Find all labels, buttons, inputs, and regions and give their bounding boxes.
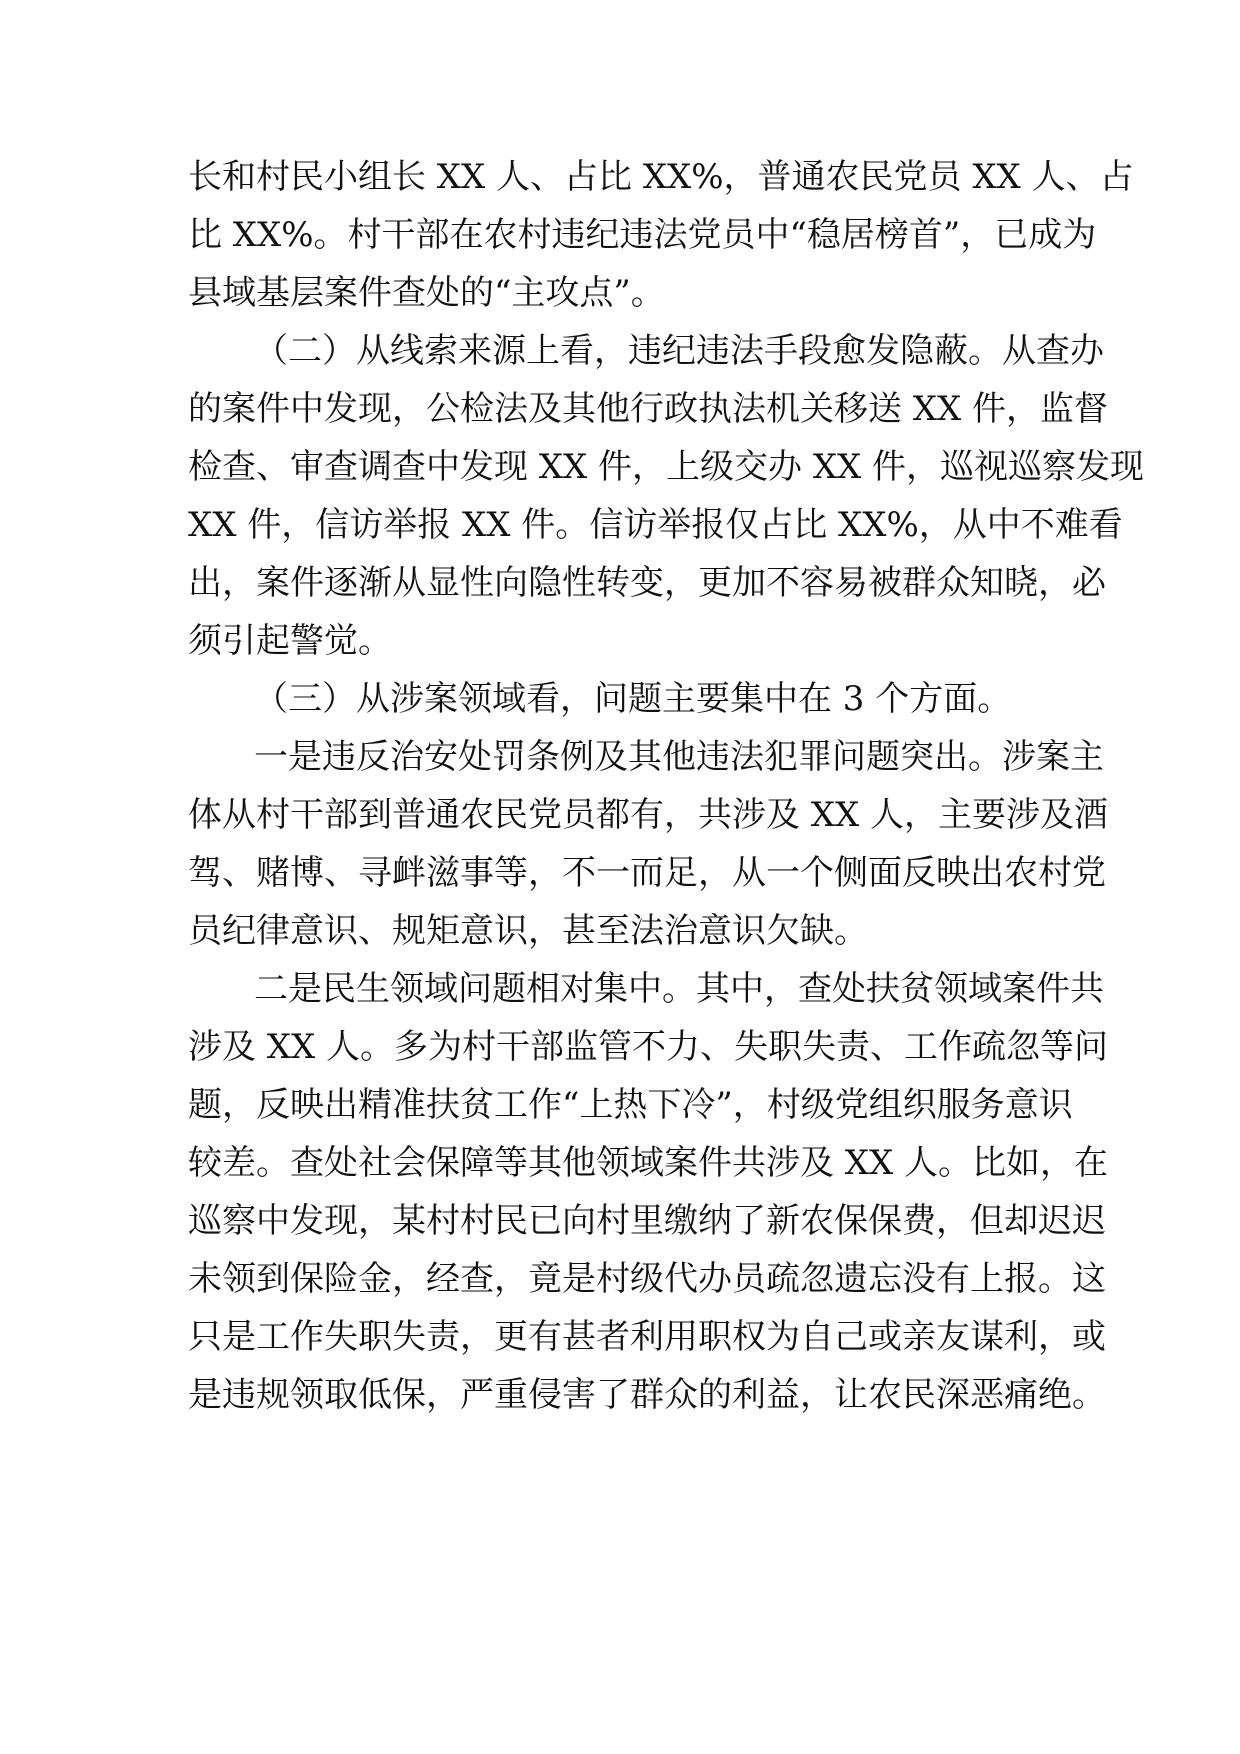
text-line: 只是工作失职失责，更有甚者利用职权为自己或亲友谋利，或 — [188, 1317, 1106, 1357]
text-line: 出，案件逐渐从显性向隐性转变，更加不容易被群众知晓，必 — [188, 563, 1106, 603]
paragraph-heading-2: （二）从线索来源上看，违纪违法手段愈发隐蔽。从查办 — [254, 331, 1104, 371]
text-line: 长和村民小组长 XX 人、占比 XX%，普通农民党员 XX 人、占 — [188, 157, 1134, 197]
text-line: 县域基层案件查处的“主攻点”。 — [188, 273, 665, 313]
paragraph-first-point: 一是违反治安处罚条例及其他违法犯罪问题突出。涉案主 — [254, 737, 1104, 777]
text-line: 驾、赌博、寻衅滋事等，不一而足，从一个侧面反映出农村党 — [188, 853, 1106, 893]
paragraph-heading-3: （三）从涉案领域看，问题主要集中在 3 个方面。 — [254, 679, 1012, 719]
text-line: 比 XX%。村干部在农村违纪违法党员中“稳居榜首”，已成为 — [188, 215, 1097, 255]
text-line: 涉及 XX 人。多为村干部监管不力、失职失责、工作疏忽等问 — [188, 1027, 1109, 1067]
text-line: 是违规领取低保，严重侵害了群众的利益，让农民深恶痛绝。 — [188, 1375, 1106, 1415]
text-line: 巡察中发现，某村村民已向村里缴纳了新农保保费，但却迟迟 — [188, 1201, 1106, 1241]
text-line: 较差。查处社会保障等其他领域案件共涉及 XX 人。比如，在 — [188, 1143, 1109, 1183]
paragraph-second-point: 二是民生领域问题相对集中。其中，查处扶贫领域案件共 — [254, 969, 1104, 1009]
text-line: 员纪律意识、规矩意识，甚至法治意识欠缺。 — [188, 911, 868, 951]
text-line: 检查、审查调查中发现 XX 件，上级交办 XX 件，巡视巡察发现 — [188, 447, 1145, 487]
text-line: 须引起警觉。 — [188, 621, 392, 661]
text-line: 的案件中发现，公检法及其他行政执法机关移送 XX 件，监督 — [188, 389, 1109, 429]
text-line: XX 件，信访举报 XX 件。信访举报仅占比 XX%，从中不难看 — [188, 505, 1123, 545]
text-line: 未领到保险金，经查，竟是村级代办员疏忽遗忘没有上报。这 — [188, 1259, 1106, 1299]
text-line: 体从村干部到普通农民党员都有，共涉及 XX 人，主要涉及酒 — [188, 795, 1109, 835]
text-line: 题，反映出精准扶贫工作“上热下冷”，村级党组织服务意识 — [188, 1085, 1073, 1125]
